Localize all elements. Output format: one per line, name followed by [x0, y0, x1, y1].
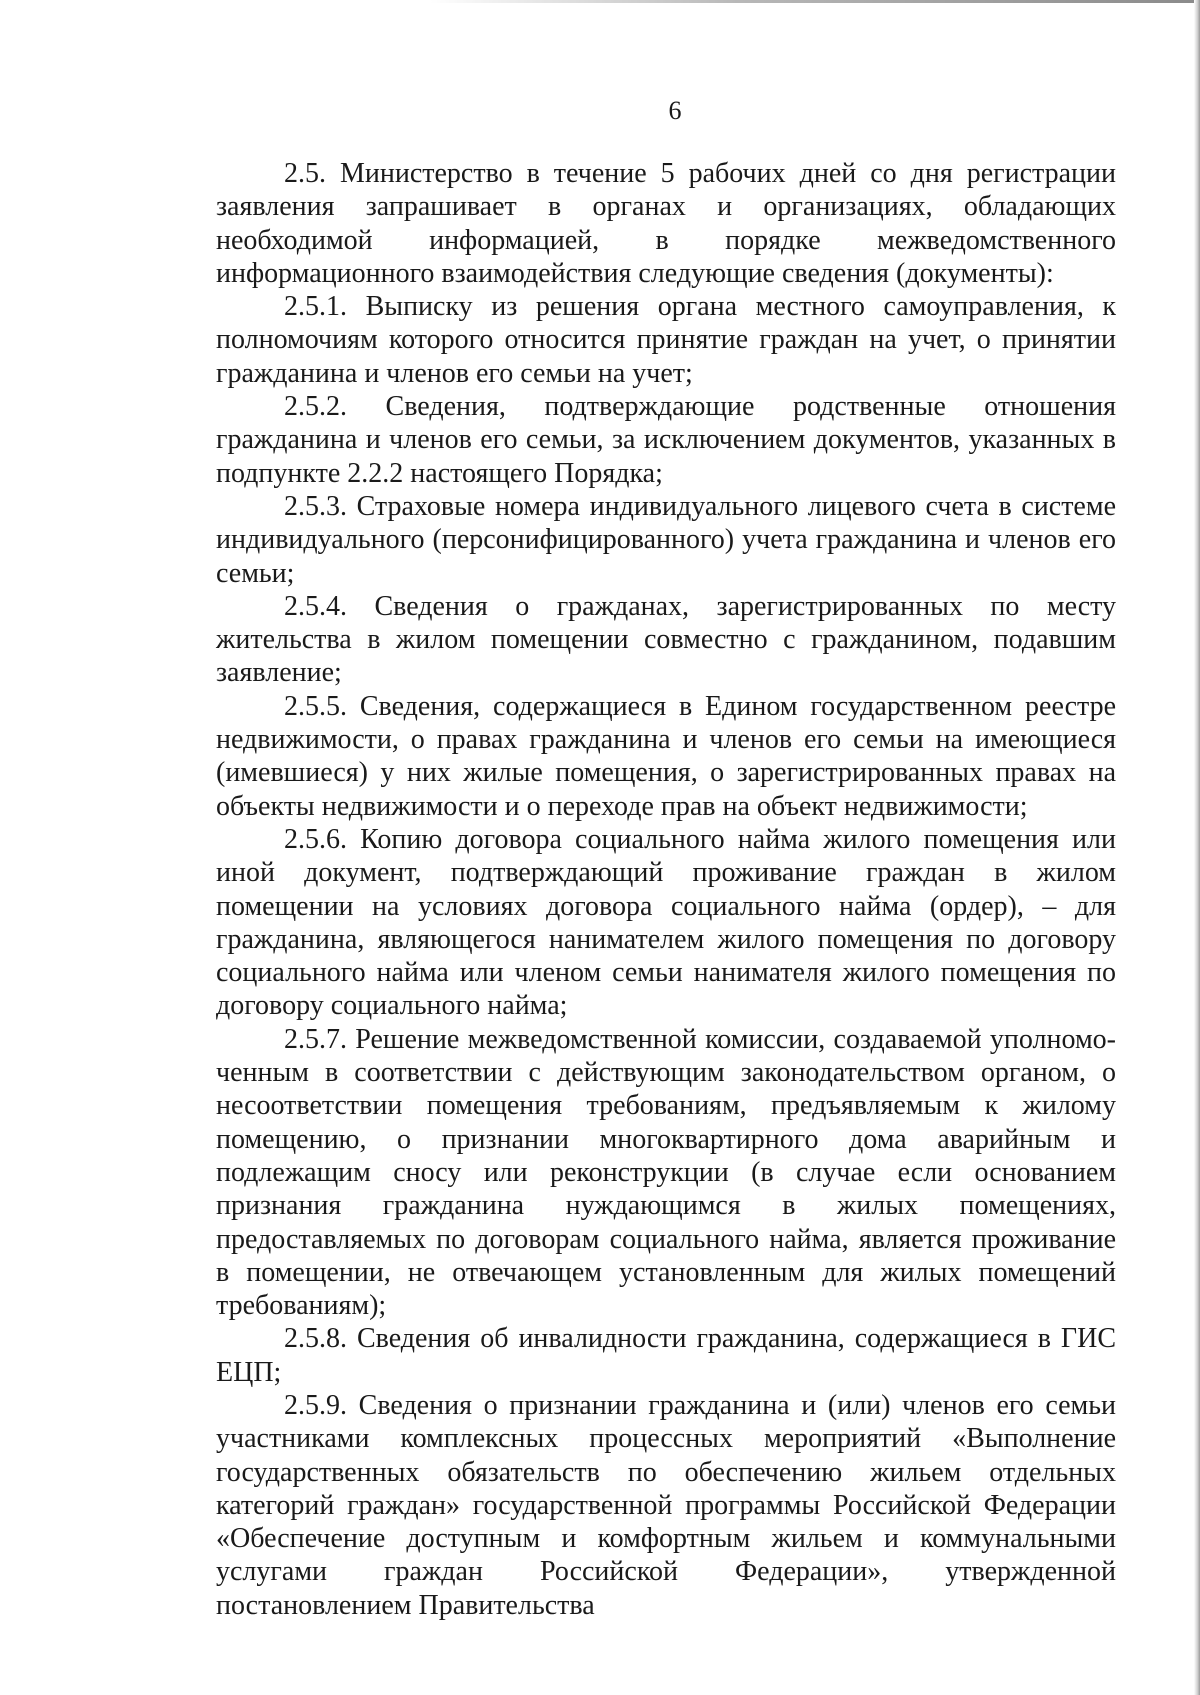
- scan-edge-shadow: [1194, 0, 1200, 1695]
- page-number: 6: [668, 96, 682, 125]
- document-body: [216, 157, 1116, 1622]
- paragraph-2-5-6: 2.5.6. Копию договора социального найма жилого помещения или иной документ, подтверждающий проживание граждан в жилом помещении на условиях договора социального найма (ордер), – для гражданина, являющегося нанимателем жилого помещения по договору социального найма или членом семьи нанимателя жилого помещения по договору социального найма;: [216, 823, 1116, 1022]
- paragraph-2-5-4: 2.5.4. Сведения о гражданах, зарегистрированных по месту жительства в жилом помещении совместно с гражданином, подавшим заявление;: [216, 590, 1116, 689]
- paragraph-2-5-1: 2.5.1. Выписку из решения органа местного самоуправления, к полномочиям которого относится принятие граждан на учет, о принятии гражданина и членов его семьи на учет;: [216, 291, 1116, 389]
- paragraph-2-5-8: 2.5.8. Сведения об инвалидности гражданина, содержащиеся в ГИС ЕЦП;: [216, 1323, 1116, 1388]
- paragraph-2-5-5: 2.5.5. Сведения, содержащиеся в Едином государственном реестре недвижимости, о правах гражданина и членов его семьи на имеющиеся (имевшиеся) у них жилые помещения, о зарегистрированных правах на объекты недвижимости и о переходе прав на объект недвижимости;: [216, 690, 1116, 822]
- paragraph-2-5: 2.5. Министерство в течение 5 рабочих дней со дня регистрации заявления запрашивает в органах и организациях, обладающих необходимой информацией, в порядке межведомственного информационного взаимодействия следующие сведения (документы):: [216, 158, 1116, 289]
- scan-top-shadow: [430, 0, 1200, 3]
- paragraph-2-5-2: 2.5.2. Сведения, подтверждающие родственные отношения гражданина и членов его семьи, за исключением документов, указанных в подпункте 2.2.2 настоящего Порядка;: [216, 391, 1116, 489]
- paragraph-2-5-3: 2.5.3. Страховые номера индивидуального лицевого счета в системе индивидуального (персонифицированного) учета гражданина и членов его семьи;: [216, 490, 1116, 589]
- paragraph-2-5-9: 2.5.9. Сведения о признании гражданина и (или) членов его семьи участниками комплексных процессных мероприятий «Выполнение государственных обязательств по обеспечению жильем отдельных категорий граждан» государственной программы Российской Федерации «Обеспечение доступным и комфортным жильем и коммунальными услугами граждан Российской Федерации», утвержденной постановлением Правительства: [216, 1389, 1116, 1621]
- paragraph-2-5-7: 2.5.7. Решение межведомственной комиссии, создаваемой уполномоченным в соответствии с действующим законодательством органом, о несоответствии помещения требованиям, предъявляемым к жилому помещению, о признании многоквартирного дома аварийным и подлежащим сносу или реконструкции (в случае если основанием признания гражданина нуждающимся в жилых помещениях, предоставляемых по договорам социального найма, является проживание в помещении, не отвечающем установленным для жилых помещений требованиям);: [216, 1023, 1116, 1322]
